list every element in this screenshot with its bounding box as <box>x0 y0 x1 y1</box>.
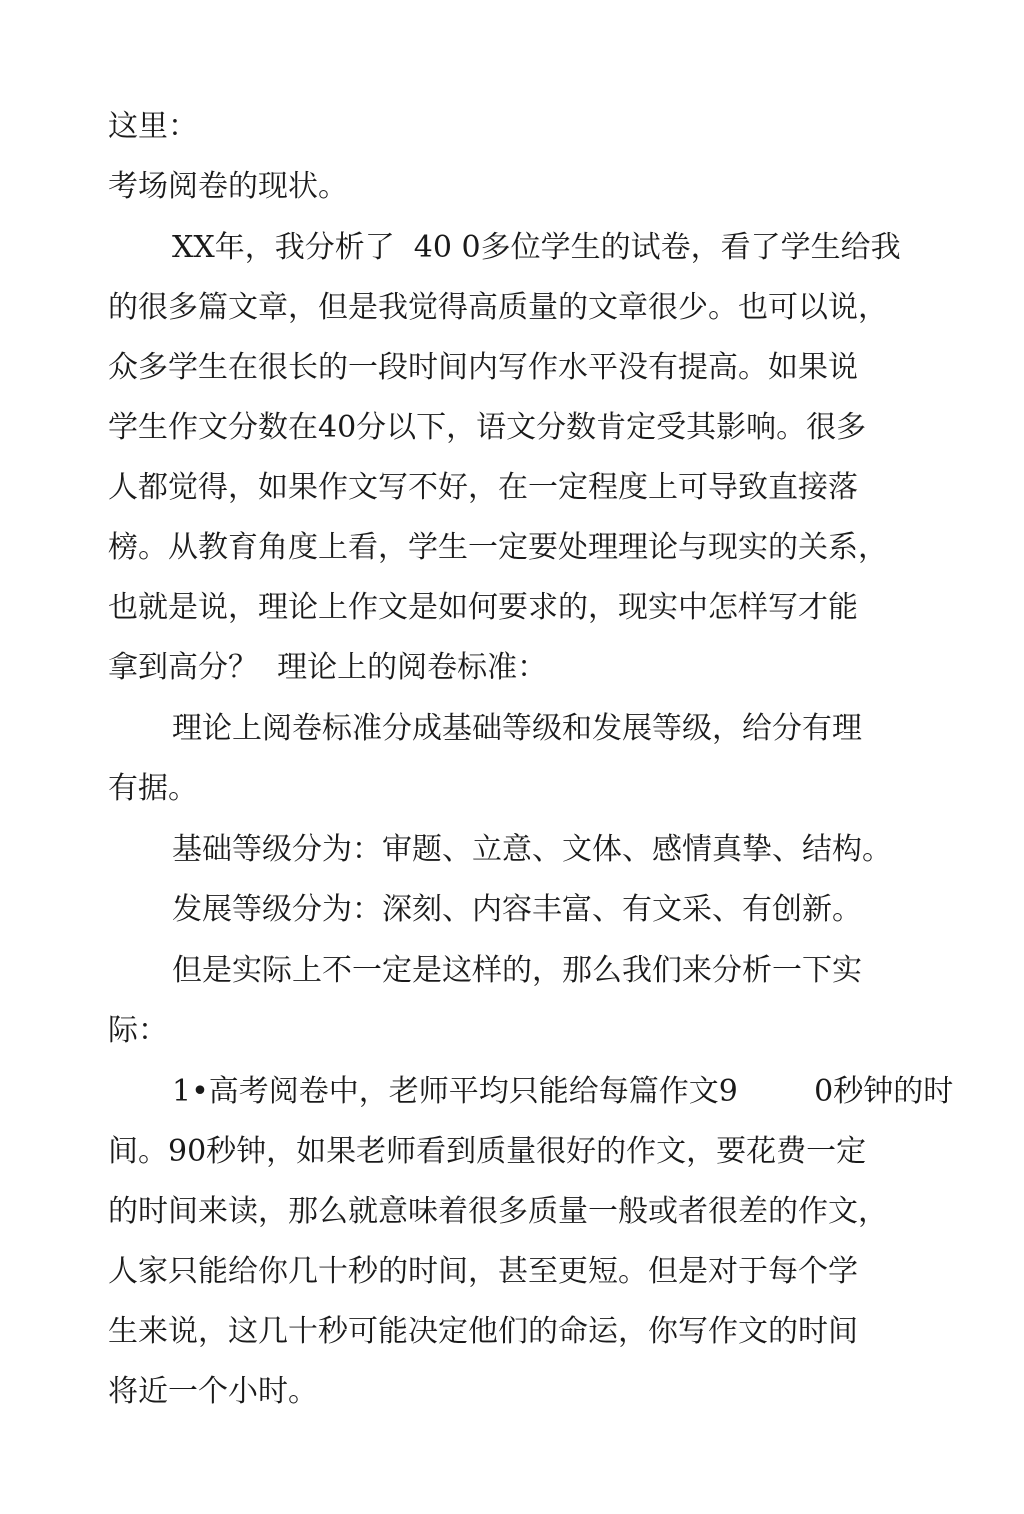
text-line-5: 众多学生在很长的一段时间内写作水平没有提高。如果说 <box>108 350 858 385</box>
text-line-13: 基础等级分为：审题、立意、文体、感情真挚、结构。 <box>172 832 892 867</box>
text-line-15: 但是实际上不一定是这样的，那么我们来分析一下实 <box>172 953 862 988</box>
text-line-8: 榜。从教育角度上看，学生一定要处理理论与现实的关系， <box>108 530 888 565</box>
text-line-18: 间。90秒钟，如果老师看到质量很好的作文，要花费一定 <box>108 1134 867 1169</box>
text-line-10: 拿到高分？ 理论上的阅卷标准： <box>108 650 548 685</box>
text-line-20: 人家只能给你几十秒的时间，甚至更短。但是对于每个学 <box>108 1254 858 1289</box>
text-line-17: 1•高考阅卷中，老师平均只能给每篇作文9 0秒钟的时 <box>172 1074 954 1109</box>
text-line-2: 考场阅卷的现状。 <box>108 169 348 204</box>
text-line-4: 的很多篇文章，但是我觉得高质量的文章很少。也可以说， <box>108 290 888 325</box>
text-line-22: 将近一个小时。 <box>108 1374 318 1409</box>
text-line-9: 也就是说，理论上作文是如何要求的，现实中怎样写才能 <box>108 590 858 625</box>
text-line-11: 理论上阅卷标准分成基础等级和发展等级，给分有理 <box>172 711 862 746</box>
text-line-3: XX年，我分析了 40 0多位学生的试卷，看了学生给我 <box>172 230 901 265</box>
text-line-7: 人都觉得，如果作文写不好，在一定程度上可导致直接落 <box>108 470 858 505</box>
text-line-14: 发展等级分为：深刻、内容丰富、有文采、有创新。 <box>172 892 862 927</box>
text-line-12: 有据。 <box>108 771 198 806</box>
text-line-16: 际： <box>108 1013 168 1048</box>
text-line-6: 学生作文分数在40分以下，语文分数肯定受其影响。很多 <box>108 410 867 445</box>
text-line-19: 的时间来读，那么就意味着很多质量一般或者很差的作文， <box>108 1194 888 1229</box>
text-line-1: 这里： <box>108 109 198 144</box>
text-line-21: 生来说，这几十秒可能决定他们的命运，你写作文的时间 <box>108 1314 858 1349</box>
